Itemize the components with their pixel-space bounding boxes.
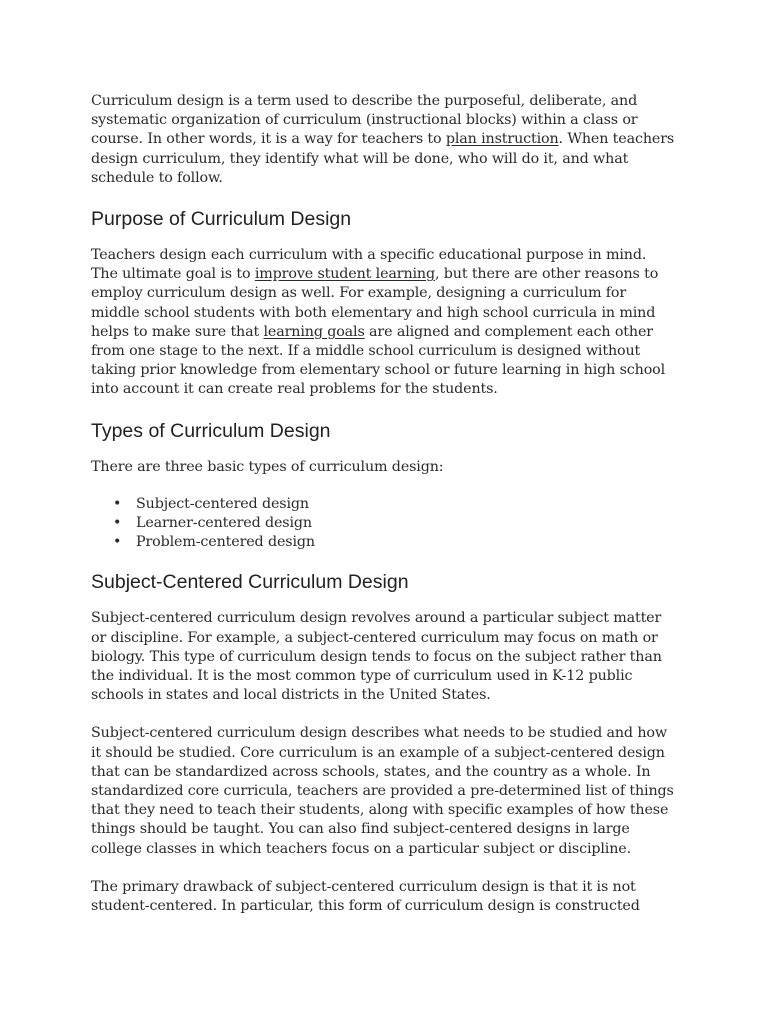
text-line: student-centered. In particular, this form of curriculum design is constructed (91, 898, 640, 915)
subject-centered-heading: Subject-Centered Curriculum Design (91, 571, 409, 594)
text-line: employ curriculum design as well. For example, designing a curriculum for (91, 285, 627, 302)
text-run: course. In other words, it is a way for teachers to (91, 131, 446, 148)
bullet-icon: • (113, 495, 122, 512)
list-item-label: Learner-centered design (136, 515, 312, 532)
text-line: Curriculum design is a term used to describe the purposeful, deliberate, and (91, 93, 638, 109)
text-line: There are three basic types of curriculum design: (91, 458, 444, 475)
subject-paragraph-3 (91, 878, 691, 916)
document-page (91, 92, 691, 916)
text-line: middle school students with both elementary and high school curricula in mind (91, 304, 656, 321)
text-line: things should be taught. You can also find subject-centered designs in large (91, 821, 630, 838)
bullet-icon: • (113, 534, 122, 551)
intro-paragraph (91, 92, 691, 188)
text-line (91, 323, 691, 342)
text-line (91, 265, 691, 284)
bullet-icon: • (113, 515, 122, 532)
types-heading: Types of Curriculum Design (91, 419, 331, 442)
purpose-heading: Purpose of Curriculum Design (91, 208, 352, 231)
text-run: helps to make sure that (91, 323, 264, 340)
text-line (91, 130, 691, 149)
types-intro (91, 458, 691, 477)
improve-student-learning-link[interactable]: improve student learning (254, 266, 435, 283)
list-item (91, 533, 691, 552)
list-item (91, 514, 691, 533)
text-line: The primary drawback of subject-centered curriculum design is that it is not (91, 878, 636, 895)
text-line: or discipline. For example, a subject-centered curriculum may focus on math or (91, 629, 658, 646)
text-run: . When teachers (558, 131, 675, 148)
purpose-paragraph (91, 246, 691, 400)
text-line: it should be studied. Core curriculum is an example of a subject-centered design (91, 744, 665, 761)
text-line: the individual. It is the most common type of curriculum used in K-12 public (91, 668, 633, 685)
subject-paragraph-1 (91, 609, 691, 705)
text-line: from one stage to the next. If a middle school curriculum is designed without (91, 343, 641, 360)
plan-instruction-link[interactable]: plan instruction (445, 131, 559, 148)
text-line: that can be standardized across schools, states, and the country as a whole. In (91, 763, 651, 780)
list-item-label: Subject-centered design (136, 495, 309, 512)
subject-paragraph-2 (91, 724, 691, 858)
text-line: Subject-centered curriculum design revolves around a particular subject matter (91, 610, 662, 627)
list-item (91, 495, 691, 514)
text-line: standardized core curricula, teachers are provided a pre-determined list of things (91, 783, 674, 800)
text-line: Subject-centered curriculum design describes what needs to be studied and how (91, 725, 667, 742)
text-line: Teachers design each curriculum with a specific educational purpose in mind. (91, 247, 647, 264)
text-line: schedule to follow. (91, 169, 223, 186)
text-line: schools in states and local districts in the United States. (91, 687, 491, 704)
text-line: into account it can create real problems for the students. (91, 381, 498, 398)
text-line: taking prior knowledge from elementary school or future learning in high school (91, 362, 666, 379)
types-list (91, 495, 691, 553)
text-line: that they need to teach their students, along with specific examples of how these (91, 802, 669, 819)
text-line: college classes in which teachers focus on a particular subject or discipline. (91, 840, 631, 857)
text-run: The ultimate goal is to (91, 266, 255, 283)
list-item-label: Problem-centered design (136, 534, 315, 551)
text-line: biology. This type of curriculum design tends to focus on the subject rather than (91, 648, 662, 665)
text-line: systematic organization of curriculum (instructional blocks) within a class or (91, 112, 638, 129)
text-run: are aligned and complement each other (364, 323, 653, 340)
text-line: design curriculum, they identify what will be done, who will do it, and what (91, 150, 629, 167)
text-run: , but there are other reasons to (434, 266, 659, 283)
learning-goals-link[interactable]: learning goals (263, 323, 365, 340)
